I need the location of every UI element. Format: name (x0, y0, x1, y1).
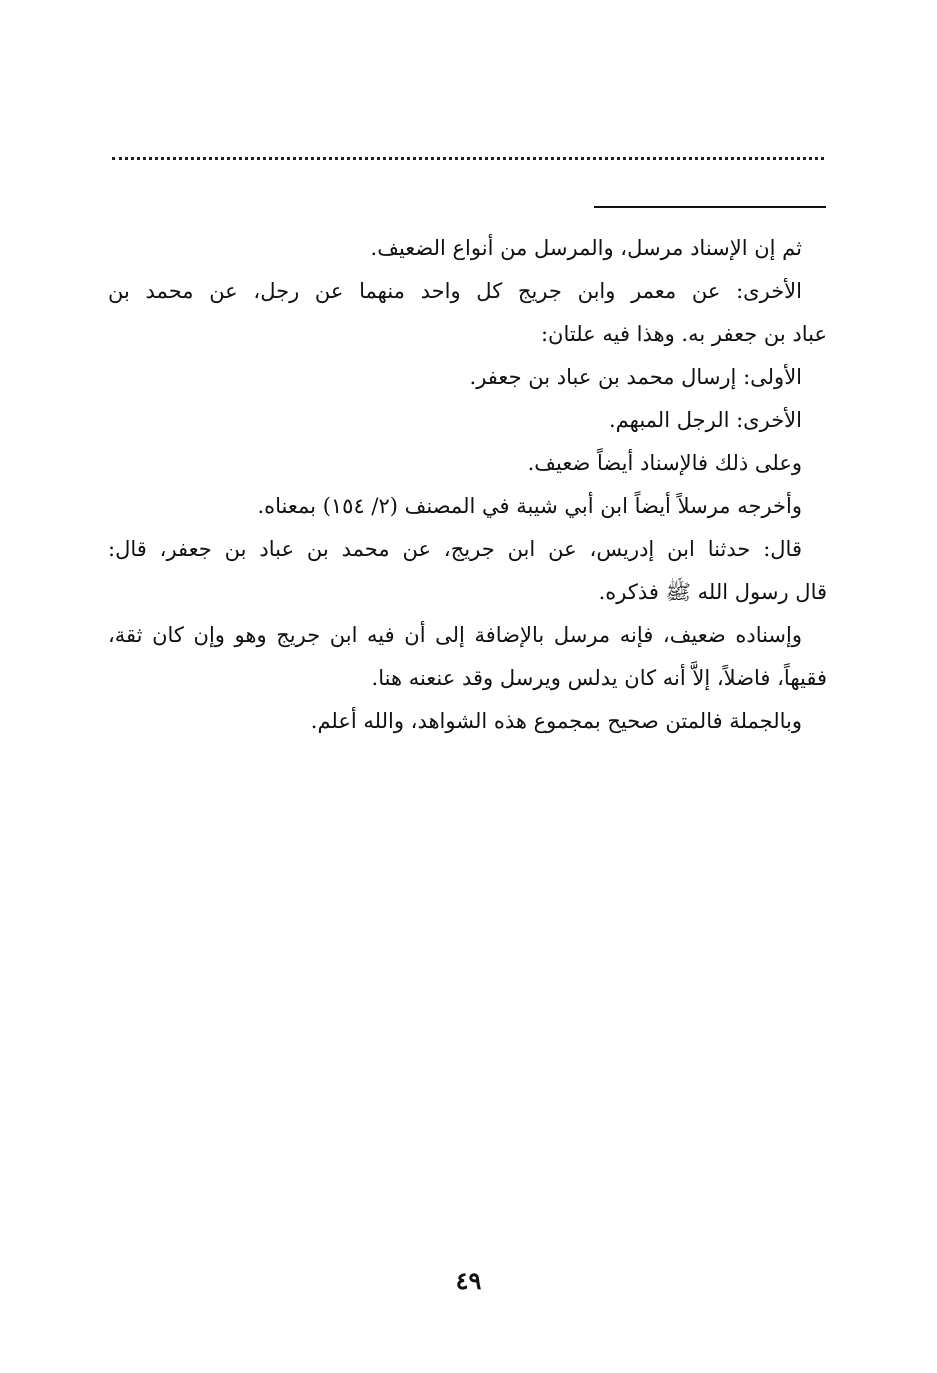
text-line: الأخرى: عن معمر وابن جريج كل واحد منهما عن رجل، عن محمد بن (108, 279, 802, 303)
text-line: وأخرجه مرسلاً أيضاً ابن أبي شيبة في المصنف (٢/ ١٥٤) بمعناه. (257, 494, 802, 518)
text-line: الأولى: إرسال محمد بن عباد بن جعفر. (469, 365, 802, 389)
text-line: قال: حدثنا ابن إدريس، عن ابن جريج، عن محمد بن عباد بن جعفر، قال: (108, 537, 802, 561)
text-line: وعلى ذلك فالإسناد أيضاً ضعيف. (527, 451, 802, 475)
text-line: وإسناده ضعيف، فإنه مرسل بالإضافة إلى أن فيه ابن جريج وهو وإن كان ثقة، (108, 623, 802, 647)
text-line: الأخرى: الرجل المبهم. (609, 408, 802, 432)
text-line: ثم إن الإسناد مرسل، والمرسل من أنواع الضعيف. (370, 236, 802, 260)
text-line: عباد بن جعفر به. وهذا فيه علتان: (540, 322, 827, 346)
text-line: فقيهاً، فاضلاً، إلاَّ أنه كان يدلس ويرسل وقد عنعنه هنا. (371, 666, 827, 690)
text-line: وبالجملة فالمتن صحيح بمجموع هذه الشواهد، والله أعلم. (310, 709, 802, 733)
page-number: ٤٩ (455, 1266, 482, 1295)
text-line: قال رسول الله ﷺ فذكره. (598, 580, 827, 604)
